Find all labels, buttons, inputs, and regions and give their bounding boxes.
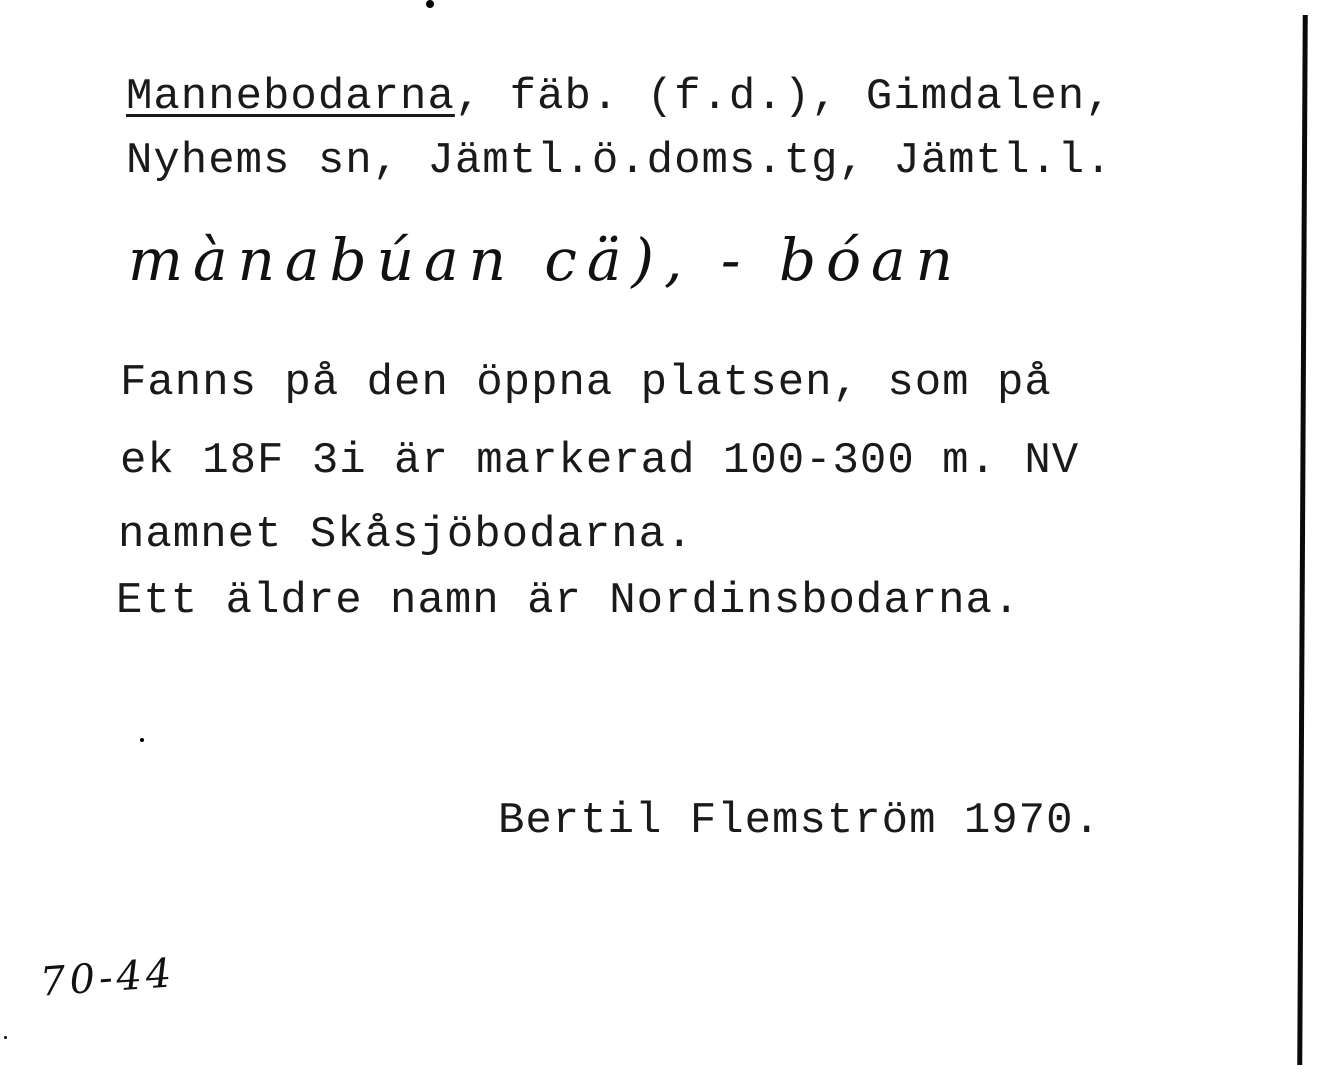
header-line-2: Nyhems sn, Jämtl.ö.doms.tg, Jämtl.l.: [126, 136, 1113, 186]
signature: Bertil Flemström 1970.: [498, 796, 1101, 846]
ink-dot: [140, 738, 144, 742]
body-line-4: Ett äldre namn är Nordinsbodarna.: [116, 576, 1021, 626]
ink-dot: [426, 0, 434, 8]
body-line-2: ek 18F 3i är markerad 100-300 m. NV: [120, 436, 1080, 486]
card-right-edge: [1297, 15, 1307, 1065]
header-line-1-rest: , fäb. (f.d.), Gimdalen,: [454, 72, 1113, 122]
header-line-1: [126, 72, 1113, 122]
archive-mark: 70-44: [38, 950, 177, 1006]
ink-dot: [4, 1036, 7, 1039]
headword: Mannebodarna: [126, 72, 455, 122]
body-line-1: Fanns på den öppna platsen, som på: [120, 358, 1052, 408]
body-line-3: namnet Skåsjöbodarna.: [118, 510, 694, 560]
handwritten-pronunciation: mànabúan cä), - bóan: [128, 226, 963, 294]
